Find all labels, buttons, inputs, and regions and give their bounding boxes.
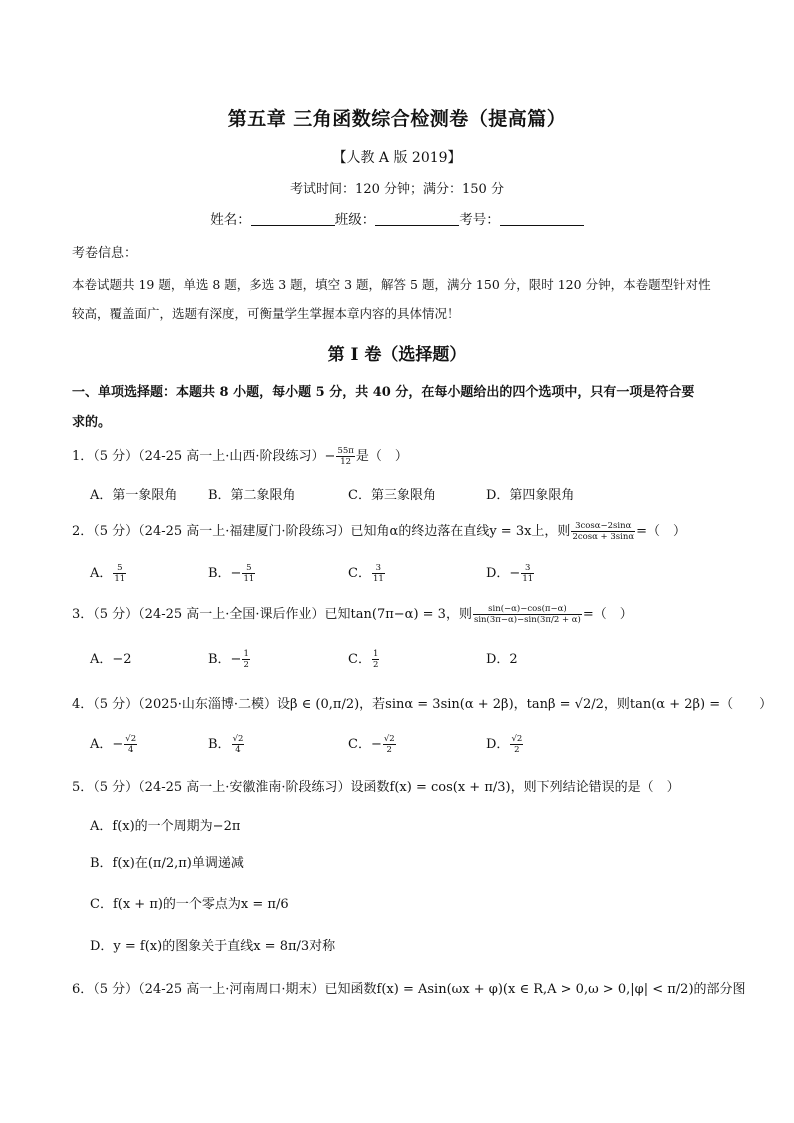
number-label: 考号： [459, 212, 500, 228]
edition-label: 【人教 A 版 2019】 [332, 150, 462, 166]
q2-option-c[interactable]: C． $\frac{3}{11}$ [348, 563, 384, 584]
class-label: 班级： [334, 212, 376, 228]
q5-option-d[interactable]: D．y = f(x)的图象关于直线x = 8π/3对称 [90, 939, 336, 954]
info-text-line-1: 本卷试题共 19 题，单选 8 题，多选 3 题，填空 3 题，解答 5 题，满分 150 分，限时 120 分钟，本卷题型针对性 [72, 277, 711, 292]
name-blank[interactable] [251, 213, 335, 226]
q4-option-d[interactable]: D． $\frac{√2}{2}$ [486, 734, 523, 755]
q3-prefix: 3．（5 分）（24-25 高一上·全国·课后作业）已知tan(7π−α) = 3，则 [72, 607, 472, 622]
q3-option-b[interactable]: B．− $\frac{1}{2}$ [208, 649, 249, 670]
student-info-row [0, 208, 794, 228]
section-title: 第 I 卷（选择题） [327, 345, 467, 365]
page-title: 第五章 三角函数综合检测卷（提高篇） [227, 108, 567, 130]
q1-suffix: 是（ ） [355, 449, 408, 464]
instructions-line-1: 一、单项选择题：本题共 8 小题，每小题 5 分，共 40 分，在每小题给出的四个选项中，只有一项是符合要 [72, 385, 695, 400]
q2-fraction: $\frac{3\cos\alpha-2\sin\alpha}{2\cos\alpha + 3\sin\alpha}$ [572, 521, 635, 542]
q2-option-a[interactable]: A． $\frac{5}{11}$ [90, 563, 126, 584]
q3-fraction: $\frac{\sin(-\alpha)-\cos(\pi-\alpha)}{\sin(3\pi-\alpha)-\sin(3\pi/2 + \alpha)}$ [473, 604, 581, 625]
exam-time: 考试时间：120 分钟；满分：150 分 [290, 182, 504, 197]
q4-option-a[interactable]: A．− $\frac{√2}{4}$ [90, 734, 137, 755]
q5-option-c[interactable]: C．f(x + π)的一个零点为x = π/6 [90, 897, 289, 912]
q3-suffix: =（ ） [582, 607, 633, 622]
name-label: 姓名： [210, 212, 251, 228]
question-2 [72, 520, 686, 542]
q1-option-a[interactable]: A．第一象限角 [90, 488, 178, 503]
info-text [72, 270, 722, 328]
question-5: 5．（5 分）（24-25 高一上·安徽淮南·阶段练习）设函数f(x) = cos(x + π/3)，则下列结论错误的是（ ） [72, 780, 680, 795]
q1-option-d[interactable]: D．第四象限角 [486, 488, 575, 503]
q2-option-d[interactable]: D．− $\frac{3}{11}$ [486, 563, 534, 584]
q3-option-d[interactable]: D．2 [486, 652, 518, 667]
q1-options [90, 484, 574, 503]
q2-suffix: =（ ） [636, 524, 686, 539]
q2-options [90, 562, 535, 584]
q3-options [90, 648, 518, 670]
class-blank[interactable] [375, 213, 459, 226]
question-6: 6．（5 分）（24-25 高一上·河南周口·期末）已知函数f(x) = Asin(ωx + φ)(x ∈ R,A > 0,ω > 0,|φ| < π/2)的部分图 [72, 982, 746, 997]
instructions-line-2: 求的。 [72, 415, 112, 430]
info-text-line-2: 较高，覆盖面广，选题有深度，可衡量学生掌握本章内容的具体情况！ [72, 306, 460, 321]
question-3 [72, 603, 633, 625]
q4-option-b[interactable]: B． $\frac{√2}{4}$ [208, 734, 244, 755]
q1-option-b[interactable]: B．第二象限角 [208, 488, 296, 503]
q3-option-a[interactable]: A．−2 [90, 652, 132, 667]
q2-option-b[interactable]: B．− $\frac{5}{11}$ [208, 563, 255, 584]
q1-option-c[interactable]: C．第三象限角 [348, 488, 436, 503]
q1-fraction: $\frac{55\pi}{12}$ [337, 446, 354, 467]
q4-options [90, 733, 524, 755]
q1-prefix: 1．（5 分）（24-25 高一上·山西·阶段练习）− [72, 449, 336, 464]
q5-option-b[interactable]: B．f(x)在(π/2,π)单调递减 [90, 856, 244, 871]
question-4: 4．（5 分）（2025·山东淄博·二模）设β ∈ (0,π/2)，若sinα = 3sin(α + 2β)，tanβ = √2/2，则tan(α + 2β) =（ ） [72, 697, 773, 712]
q4-option-c[interactable]: C．− $\frac{√2}{2}$ [348, 734, 395, 755]
q2-prefix: 2．（5 分）（24-25 高一上·福建厦门·阶段练习）已知角α的终边落在直线y = 3x上，则 [72, 524, 571, 539]
section-instructions [72, 378, 722, 438]
question-1 [72, 445, 408, 467]
q3-option-c[interactable]: C． $\frac{1}{2}$ [348, 649, 379, 670]
q5-option-a[interactable]: A．f(x)的一个周期为−2π [90, 819, 241, 834]
number-blank[interactable] [500, 213, 584, 226]
info-label: 考卷信息： [72, 246, 138, 261]
